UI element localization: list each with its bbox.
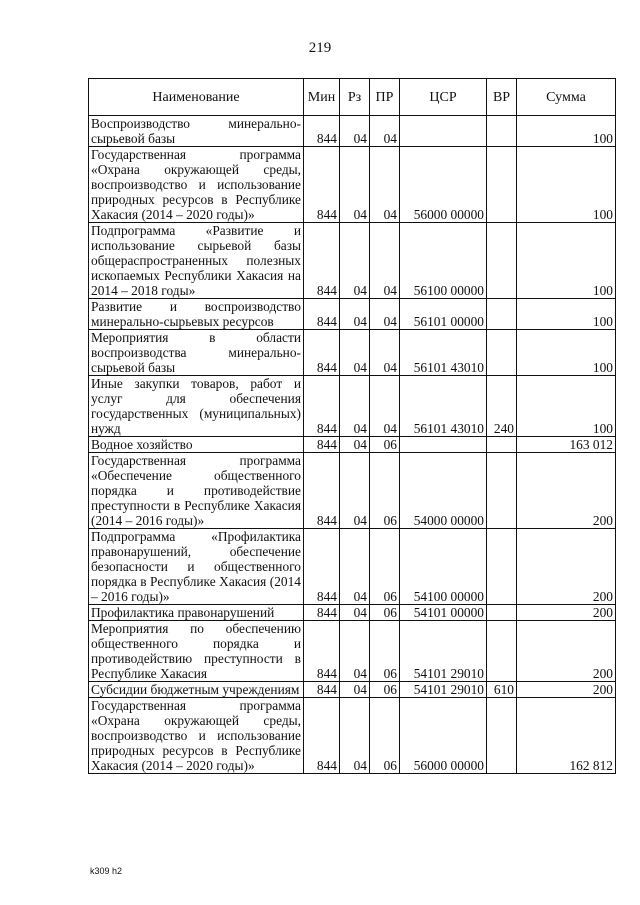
header-vr: ВР bbox=[487, 79, 517, 116]
cell-rz: 04 bbox=[340, 437, 370, 453]
cell-name: Подпрограмма «Развитие и использование сырьевой базы общераспространенных полезных ископаемых Республики Хакасия на 2014 – 2018 годы» bbox=[89, 223, 304, 299]
header-min: Мин bbox=[304, 79, 340, 116]
cell-min: 844 bbox=[304, 223, 340, 299]
cell-pr: 06 bbox=[370, 605, 400, 621]
cell-rz: 04 bbox=[340, 116, 370, 147]
cell-csr: 54101 29010 bbox=[400, 682, 487, 698]
cell-rz: 04 bbox=[340, 529, 370, 605]
cell-csr: 54000 00000 bbox=[400, 453, 487, 529]
cell-rz: 04 bbox=[340, 223, 370, 299]
cell-rz: 04 bbox=[340, 376, 370, 437]
cell-csr: 56100 00000 bbox=[400, 223, 487, 299]
cell-sum: 200 bbox=[517, 453, 616, 529]
cell-name: Мероприятия в области воспроизводства минерально-сырьевой базы bbox=[89, 330, 304, 376]
cell-csr bbox=[400, 437, 487, 453]
cell-min: 844 bbox=[304, 529, 340, 605]
cell-pr: 06 bbox=[370, 682, 400, 698]
cell-min: 844 bbox=[304, 682, 340, 698]
cell-csr: 56000 00000 bbox=[400, 147, 487, 223]
cell-pr: 04 bbox=[370, 299, 400, 330]
table-row bbox=[89, 437, 616, 453]
header-csr: ЦСР bbox=[400, 79, 487, 116]
cell-pr: 06 bbox=[370, 698, 400, 774]
cell-min: 844 bbox=[304, 299, 340, 330]
cell-sum: 162 812 bbox=[517, 698, 616, 774]
cell-pr: 04 bbox=[370, 223, 400, 299]
table-row bbox=[89, 299, 616, 330]
cell-sum: 100 bbox=[517, 223, 616, 299]
cell-sum: 200 bbox=[517, 682, 616, 698]
table-row bbox=[89, 147, 616, 223]
table-row bbox=[89, 529, 616, 605]
footer-code: k309 h2 bbox=[90, 866, 123, 876]
header-pr: ПР bbox=[370, 79, 400, 116]
cell-sum: 100 bbox=[517, 299, 616, 330]
cell-vr bbox=[487, 116, 517, 147]
cell-name: Воспроизводство минерально-сырьевой базы bbox=[89, 116, 304, 147]
cell-sum: 100 bbox=[517, 330, 616, 376]
cell-min: 844 bbox=[304, 698, 340, 774]
cell-name: Иные закупки товаров, работ и услуг для обеспечения государственных (муниципальных) нужд bbox=[89, 376, 304, 437]
cell-vr bbox=[487, 147, 517, 223]
cell-vr bbox=[487, 330, 517, 376]
cell-min: 844 bbox=[304, 621, 340, 682]
cell-sum: 100 bbox=[517, 147, 616, 223]
cell-csr bbox=[400, 116, 487, 147]
cell-vr bbox=[487, 529, 517, 605]
table-row bbox=[89, 682, 616, 698]
cell-pr: 04 bbox=[370, 376, 400, 437]
cell-pr: 04 bbox=[370, 330, 400, 376]
cell-min: 844 bbox=[304, 453, 340, 529]
cell-csr: 56000 00000 bbox=[400, 698, 487, 774]
cell-min: 844 bbox=[304, 147, 340, 223]
table-row bbox=[89, 376, 616, 437]
cell-vr bbox=[487, 299, 517, 330]
cell-vr bbox=[487, 605, 517, 621]
cell-name: Профилактика правонарушений bbox=[89, 605, 304, 621]
cell-sum: 100 bbox=[517, 116, 616, 147]
cell-rz: 04 bbox=[340, 147, 370, 223]
cell-vr: 240 bbox=[487, 376, 517, 437]
cell-csr: 54101 29010 bbox=[400, 621, 487, 682]
cell-min: 844 bbox=[304, 330, 340, 376]
cell-name: Субсидии бюджетным учреждениям bbox=[89, 682, 304, 698]
cell-sum: 200 bbox=[517, 621, 616, 682]
cell-rz: 04 bbox=[340, 698, 370, 774]
cell-name: Мероприятия по обеспечению общественного порядка и противодействию преступности в Республике Хакасия bbox=[89, 621, 304, 682]
cell-csr: 56101 43010 bbox=[400, 376, 487, 437]
cell-vr: 610 bbox=[487, 682, 517, 698]
cell-min: 844 bbox=[304, 376, 340, 437]
cell-rz: 04 bbox=[340, 299, 370, 330]
cell-sum: 200 bbox=[517, 605, 616, 621]
cell-rz: 04 bbox=[340, 330, 370, 376]
cell-csr: 54100 00000 bbox=[400, 529, 487, 605]
table-row bbox=[89, 698, 616, 774]
cell-rz: 04 bbox=[340, 605, 370, 621]
header-name: Наименование bbox=[89, 79, 304, 116]
cell-name: Государственная программа «Обеспечение общественного порядка и противодействие преступности в Республике Хакасия (2014 – 2016 годы)» bbox=[89, 453, 304, 529]
cell-min: 844 bbox=[304, 605, 340, 621]
cell-vr bbox=[487, 621, 517, 682]
cell-vr bbox=[487, 437, 517, 453]
cell-name: Государственная программа «Охрана окружающей среды, воспроизводство и использование природных ресурсов в Республике Хакасия (2014 – 2020 годы)» bbox=[89, 698, 304, 774]
cell-rz: 04 bbox=[340, 453, 370, 529]
table-row bbox=[89, 116, 616, 147]
table-row bbox=[89, 453, 616, 529]
table-row bbox=[89, 330, 616, 376]
cell-vr bbox=[487, 223, 517, 299]
cell-csr: 56101 43010 bbox=[400, 330, 487, 376]
cell-pr: 04 bbox=[370, 116, 400, 147]
cell-name: Государственная программа «Охрана окружающей среды, воспроизводство и использование природных ресурсов в Республике Хакасия (2014 – 2020 годы)» bbox=[89, 147, 304, 223]
cell-name: Подпрограмма «Профилактика правонарушений, обеспечение безопасности и общественного порядка в Республике Хакасия (2014 – 2016 годы)» bbox=[89, 529, 304, 605]
cell-pr: 06 bbox=[370, 437, 400, 453]
header-rz: Рз bbox=[340, 79, 370, 116]
budget-table bbox=[88, 78, 616, 774]
cell-pr: 06 bbox=[370, 529, 400, 605]
cell-min: 844 bbox=[304, 116, 340, 147]
cell-vr bbox=[487, 453, 517, 529]
table-row bbox=[89, 621, 616, 682]
table-row bbox=[89, 605, 616, 621]
cell-sum: 100 bbox=[517, 376, 616, 437]
cell-csr: 54101 00000 bbox=[400, 605, 487, 621]
cell-vr bbox=[487, 698, 517, 774]
cell-csr: 56101 00000 bbox=[400, 299, 487, 330]
cell-pr: 06 bbox=[370, 621, 400, 682]
header-sum: Сумма bbox=[517, 79, 616, 116]
cell-pr: 04 bbox=[370, 147, 400, 223]
cell-sum: 163 012 bbox=[517, 437, 616, 453]
cell-rz: 04 bbox=[340, 621, 370, 682]
cell-name: Развитие и воспроизводство минерально-сырьевых ресурсов bbox=[89, 299, 304, 330]
cell-rz: 04 bbox=[340, 682, 370, 698]
cell-sum: 200 bbox=[517, 529, 616, 605]
table-header-row bbox=[89, 79, 616, 116]
cell-name: Водное хозяйство bbox=[89, 437, 304, 453]
page-number: 219 bbox=[308, 40, 332, 56]
cell-pr: 06 bbox=[370, 453, 400, 529]
table-row bbox=[89, 223, 616, 299]
cell-min: 844 bbox=[304, 437, 340, 453]
